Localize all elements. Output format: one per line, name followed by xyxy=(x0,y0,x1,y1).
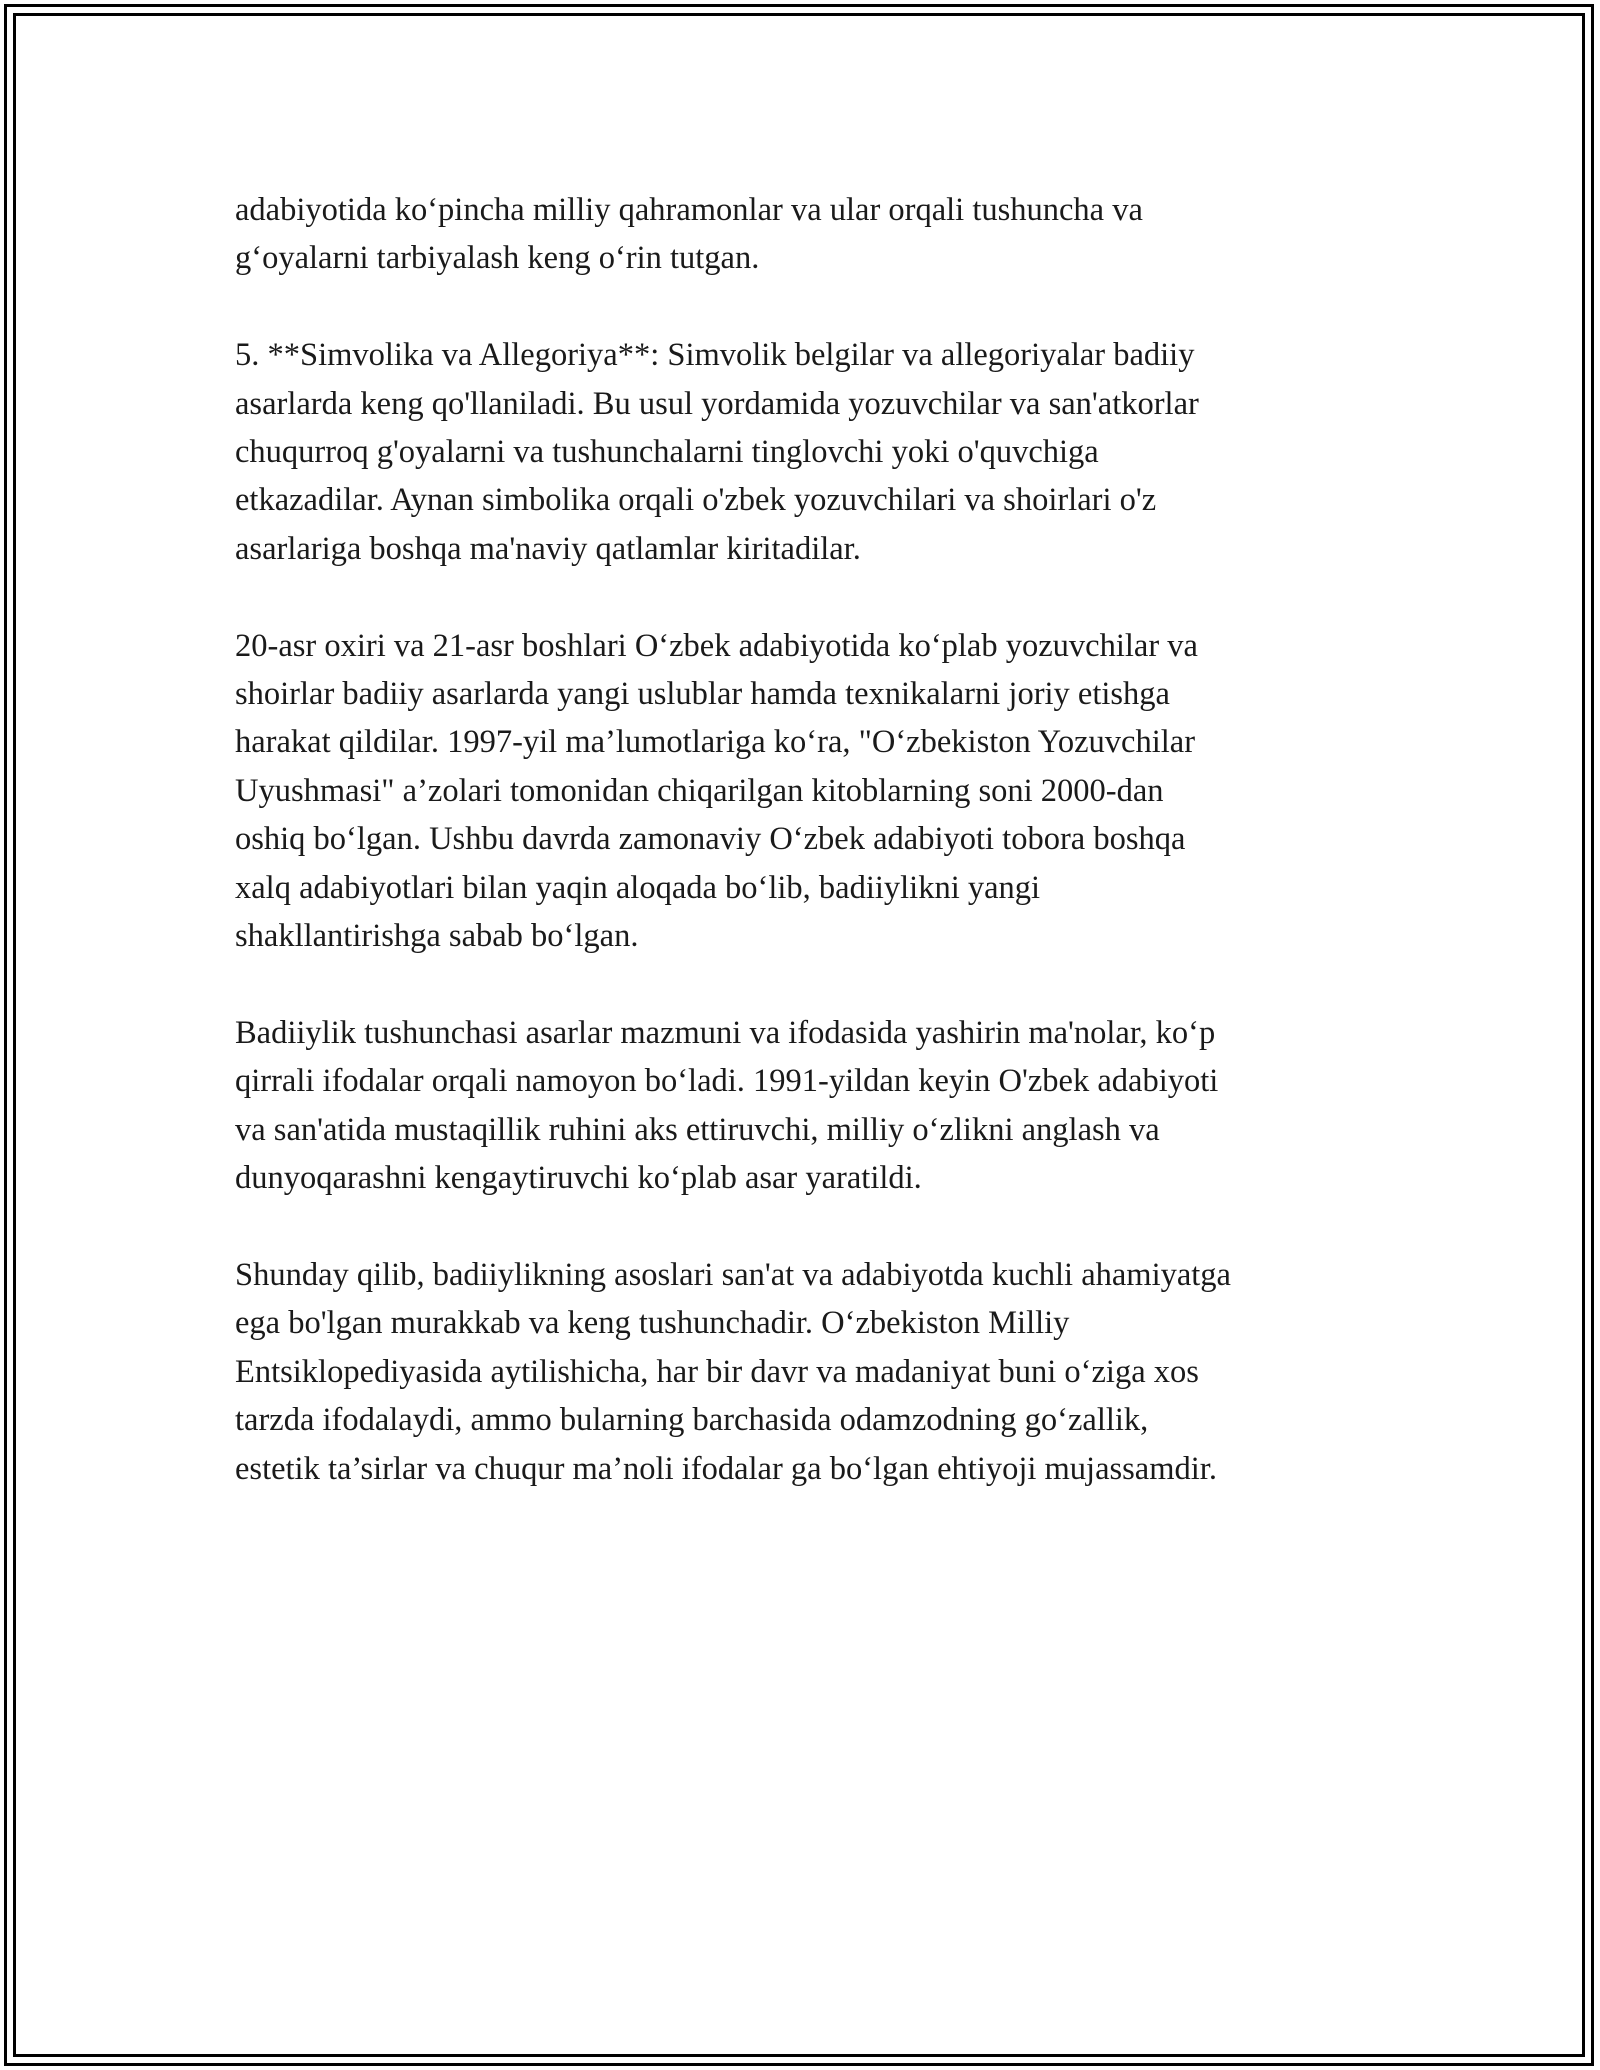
text-line: qirrali ifodalar orqali namoyon bo‘ladi. 1991-yildan keyin O'zbek adabiyoti xyxy=(235,1063,1219,1100)
text-line: chuqurroq g'oyalarni va tushunchalarni tinglovchi yoki o'quvchiga xyxy=(235,434,1099,471)
text-line: Entsiklopediyasida aytilishicha, har bir davr va madaniyat buni o‘ziga xos xyxy=(235,1353,1199,1390)
paragraph-4 xyxy=(235,1009,1385,1203)
text-line: dunyoqarashni kengaytiruvchi ko‘plab asar yaratildi. xyxy=(235,1160,922,1197)
text-line: g‘oyalarni tarbiyalash keng o‘rin tutgan. xyxy=(235,240,760,277)
text-line: Uyushmasi" a’zolari tomonidan chiqarilgan kitoblarning soni 2000-dan xyxy=(235,772,1164,809)
text-line: xalq adabiyotlari bilan yaqin aloqada bo‘lib, badiiylikni yangi xyxy=(235,869,1041,906)
text-line: Shunday qilib, badiiylikning asoslari san'at va adabiyotda kuchli ahamiyatga xyxy=(235,1256,1231,1293)
text-line: asarlariga boshqa ma'naviy qatlamlar kiritadilar. xyxy=(235,530,861,567)
text-line: tarzda ifodalaydi, ammo bularning barchasida odamzodning go‘zallik, xyxy=(235,1402,1149,1439)
document-body xyxy=(235,186,1385,1541)
text-line: ega bo'lgan murakkab va keng tushunchadir. O‘zbekiston Milliy xyxy=(235,1305,1070,1342)
text-line: va san'atida mustaqillik ruhini aks ettiruvchi, milliy o‘zlikni anglash va xyxy=(235,1111,1160,1148)
text-line: estetik ta’sirlar va chuqur ma’noli ifodalar ga bo‘lgan ehtiyoji mujassamdir. xyxy=(235,1450,1217,1487)
text-line: 5. **Simvolika va Allegoriya**: Simvolik belgilar va allegoriyalar badiiy xyxy=(235,337,1195,374)
paragraph-1 xyxy=(235,186,1385,283)
text-line: 20-asr oxiri va 21-asr boshlari O‘zbek adabiyotida ko‘plab yozuvchilar va xyxy=(235,627,1198,664)
text-line: etkazadilar. Aynan simbolika orqali o'zbek yozuvchilari va shoirlari o'z xyxy=(235,482,1157,519)
text-line: adabiyotida ko‘pincha milliy qahramonlar va ular orqali tushuncha va xyxy=(235,192,1143,228)
paragraph-2 xyxy=(235,331,1385,573)
text-line: shakllantirishga sabab bo‘lgan. xyxy=(235,918,639,955)
text-line: oshiq bo‘lgan. Ushbu davrda zamonaviy O‘zbek adabiyoti tobora boshqa xyxy=(235,821,1186,858)
paragraph-5 xyxy=(235,1251,1385,1493)
paragraph-3 xyxy=(235,622,1385,961)
text-line: Badiiylik tushunchasi asarlar mazmuni va ifodasida yashirin ma'nolar, ko‘p xyxy=(235,1014,1216,1051)
text-line: asarlarda keng qo'llaniladi. Bu usul yordamida yozuvchilar va san'atkorlar xyxy=(235,385,1199,422)
text-line: shoirlar badiiy asarlarda yangi uslublar hamda texnikalarni joriy etishga xyxy=(235,676,1170,713)
text-line: harakat qildilar. 1997-yil ma’lumotlariga ko‘ra, "O‘zbekiston Yozuvchilar xyxy=(235,724,1196,761)
